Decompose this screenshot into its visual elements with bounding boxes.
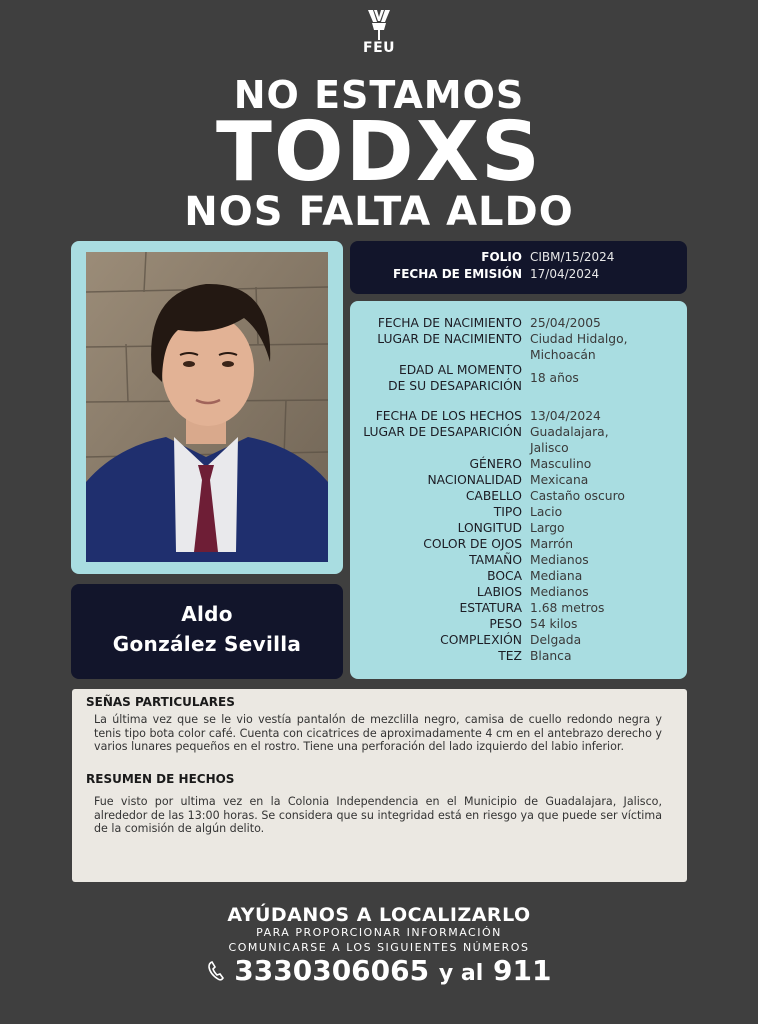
detail-label: LUGAR DE NACIMIENTO (377, 332, 522, 346)
footer-line-3: COMUNICARSE A LOS SIGUIENTES NÚMEROS (228, 941, 530, 954)
detail-value: Medianos (530, 553, 589, 567)
folio-value: CIBM/15/2024 (530, 250, 615, 264)
detail-value: Largo (530, 521, 565, 535)
phone-number[interactable]: 3330306065 (234, 954, 430, 987)
first-name: Aldo (181, 602, 233, 626)
feu-logo (0, 8, 758, 56)
detail-label: COLOR DE OJOS (423, 537, 522, 551)
description-box (72, 689, 687, 882)
detail-value: Blanca (530, 649, 572, 663)
folio-label: FOLIO (481, 250, 522, 264)
detail-value: Marrón (530, 537, 574, 551)
detail-label: EDAD AL MOMENTO DE SU DESAPARICIÓN (388, 363, 522, 393)
detail-value: Lacio (530, 505, 563, 519)
headline-line-1: NO ESTAMOS (233, 73, 525, 117)
person-photo (86, 252, 328, 562)
detail-value: Castaño oscuro (530, 489, 625, 503)
contact-numbers (0, 954, 758, 987)
detail-value: Medianos (530, 585, 589, 599)
logo-text: FEU (363, 40, 395, 56)
detail-label: COMPLEXIÓN (440, 633, 522, 647)
resumen-body: Fue visto por ultima vez en la Colonia Independencia en el Municipio de Guadalajara, Jalisco, alrededor de las 13:00 horas. Se considera que su integridad está en riesgo ya que puede ser víctima de la comisión de algún delito. (94, 795, 662, 836)
connector-text: y al (438, 961, 484, 986)
footer-line-2: PARA PROPORCIONAR INFORMACIÓN (256, 926, 502, 939)
detail-value: Mexicana (530, 473, 589, 487)
detail-label: LUGAR DE DESAPARICIÓN (363, 425, 522, 439)
detail-value: 13/04/2024 (530, 409, 601, 423)
detail-value: Ciudad Hidalgo, Michoacán (530, 332, 628, 362)
detail-label: TAMAÑO (469, 553, 522, 567)
name-box (71, 584, 343, 679)
hands-logo-icon (365, 8, 393, 42)
folio-box (350, 241, 687, 294)
emergency-number[interactable]: 911 (493, 954, 552, 987)
senas-body: La última vez que se le vio vestía pantalón de mezclilla negro, camisa de cuello redondo negra y tenis tipo bota color café. Cuenta con cicatrices de aproximadamente 4 cm en el antebrazo derecho y varios lunares pequeños en el rostro. Tiene una perforación del lado izquierdo del labio inferior. (94, 713, 662, 754)
senas-title: SEÑAS PARTICULARES (86, 695, 235, 709)
phone-icon (207, 960, 225, 982)
detail-value: Delgada (530, 633, 582, 647)
detail-value: 1.68 metros (530, 601, 605, 615)
detail-label: FECHA DE NACIMIENTO (377, 316, 522, 330)
detail-value: Mediana (530, 569, 583, 583)
emission-date-label: FECHA DE EMISIÓN (393, 267, 522, 281)
detail-value: Masculino (530, 457, 592, 471)
detail-value: 54 kilos (530, 617, 578, 631)
detail-label: ESTATURA (459, 601, 522, 615)
footer-heading: AYÚDANOS A LOCALIZARLO (227, 904, 531, 926)
detail-label: FECHA DE LOS HECHOS (375, 409, 522, 423)
detail-value: 18 años (530, 371, 579, 385)
detail-value: 25/04/2005 (530, 316, 601, 330)
detail-label: PESO (489, 617, 522, 631)
detail-label: LONGITUD (457, 521, 522, 535)
emission-date-value: 17/04/2024 (530, 267, 600, 281)
detail-value: Guadalajara, Jalisco (530, 425, 609, 455)
details-panel (350, 301, 687, 679)
resumen-title: RESUMEN DE HECHOS (86, 772, 235, 786)
detail-label: GÉNERO (469, 457, 522, 471)
detail-label: BOCA (487, 569, 522, 583)
last-names: González Sevilla (112, 632, 302, 656)
detail-label: CABELLO (465, 489, 522, 503)
detail-label: TEZ (498, 649, 522, 663)
headline-line-2: TODXS (216, 105, 542, 200)
detail-label: LABIOS (476, 585, 522, 599)
detail-label: NACIONALIDAD (427, 473, 522, 487)
headline-line-3: NOS FALTA ALDO (184, 189, 574, 235)
detail-label: TIPO (493, 505, 522, 519)
